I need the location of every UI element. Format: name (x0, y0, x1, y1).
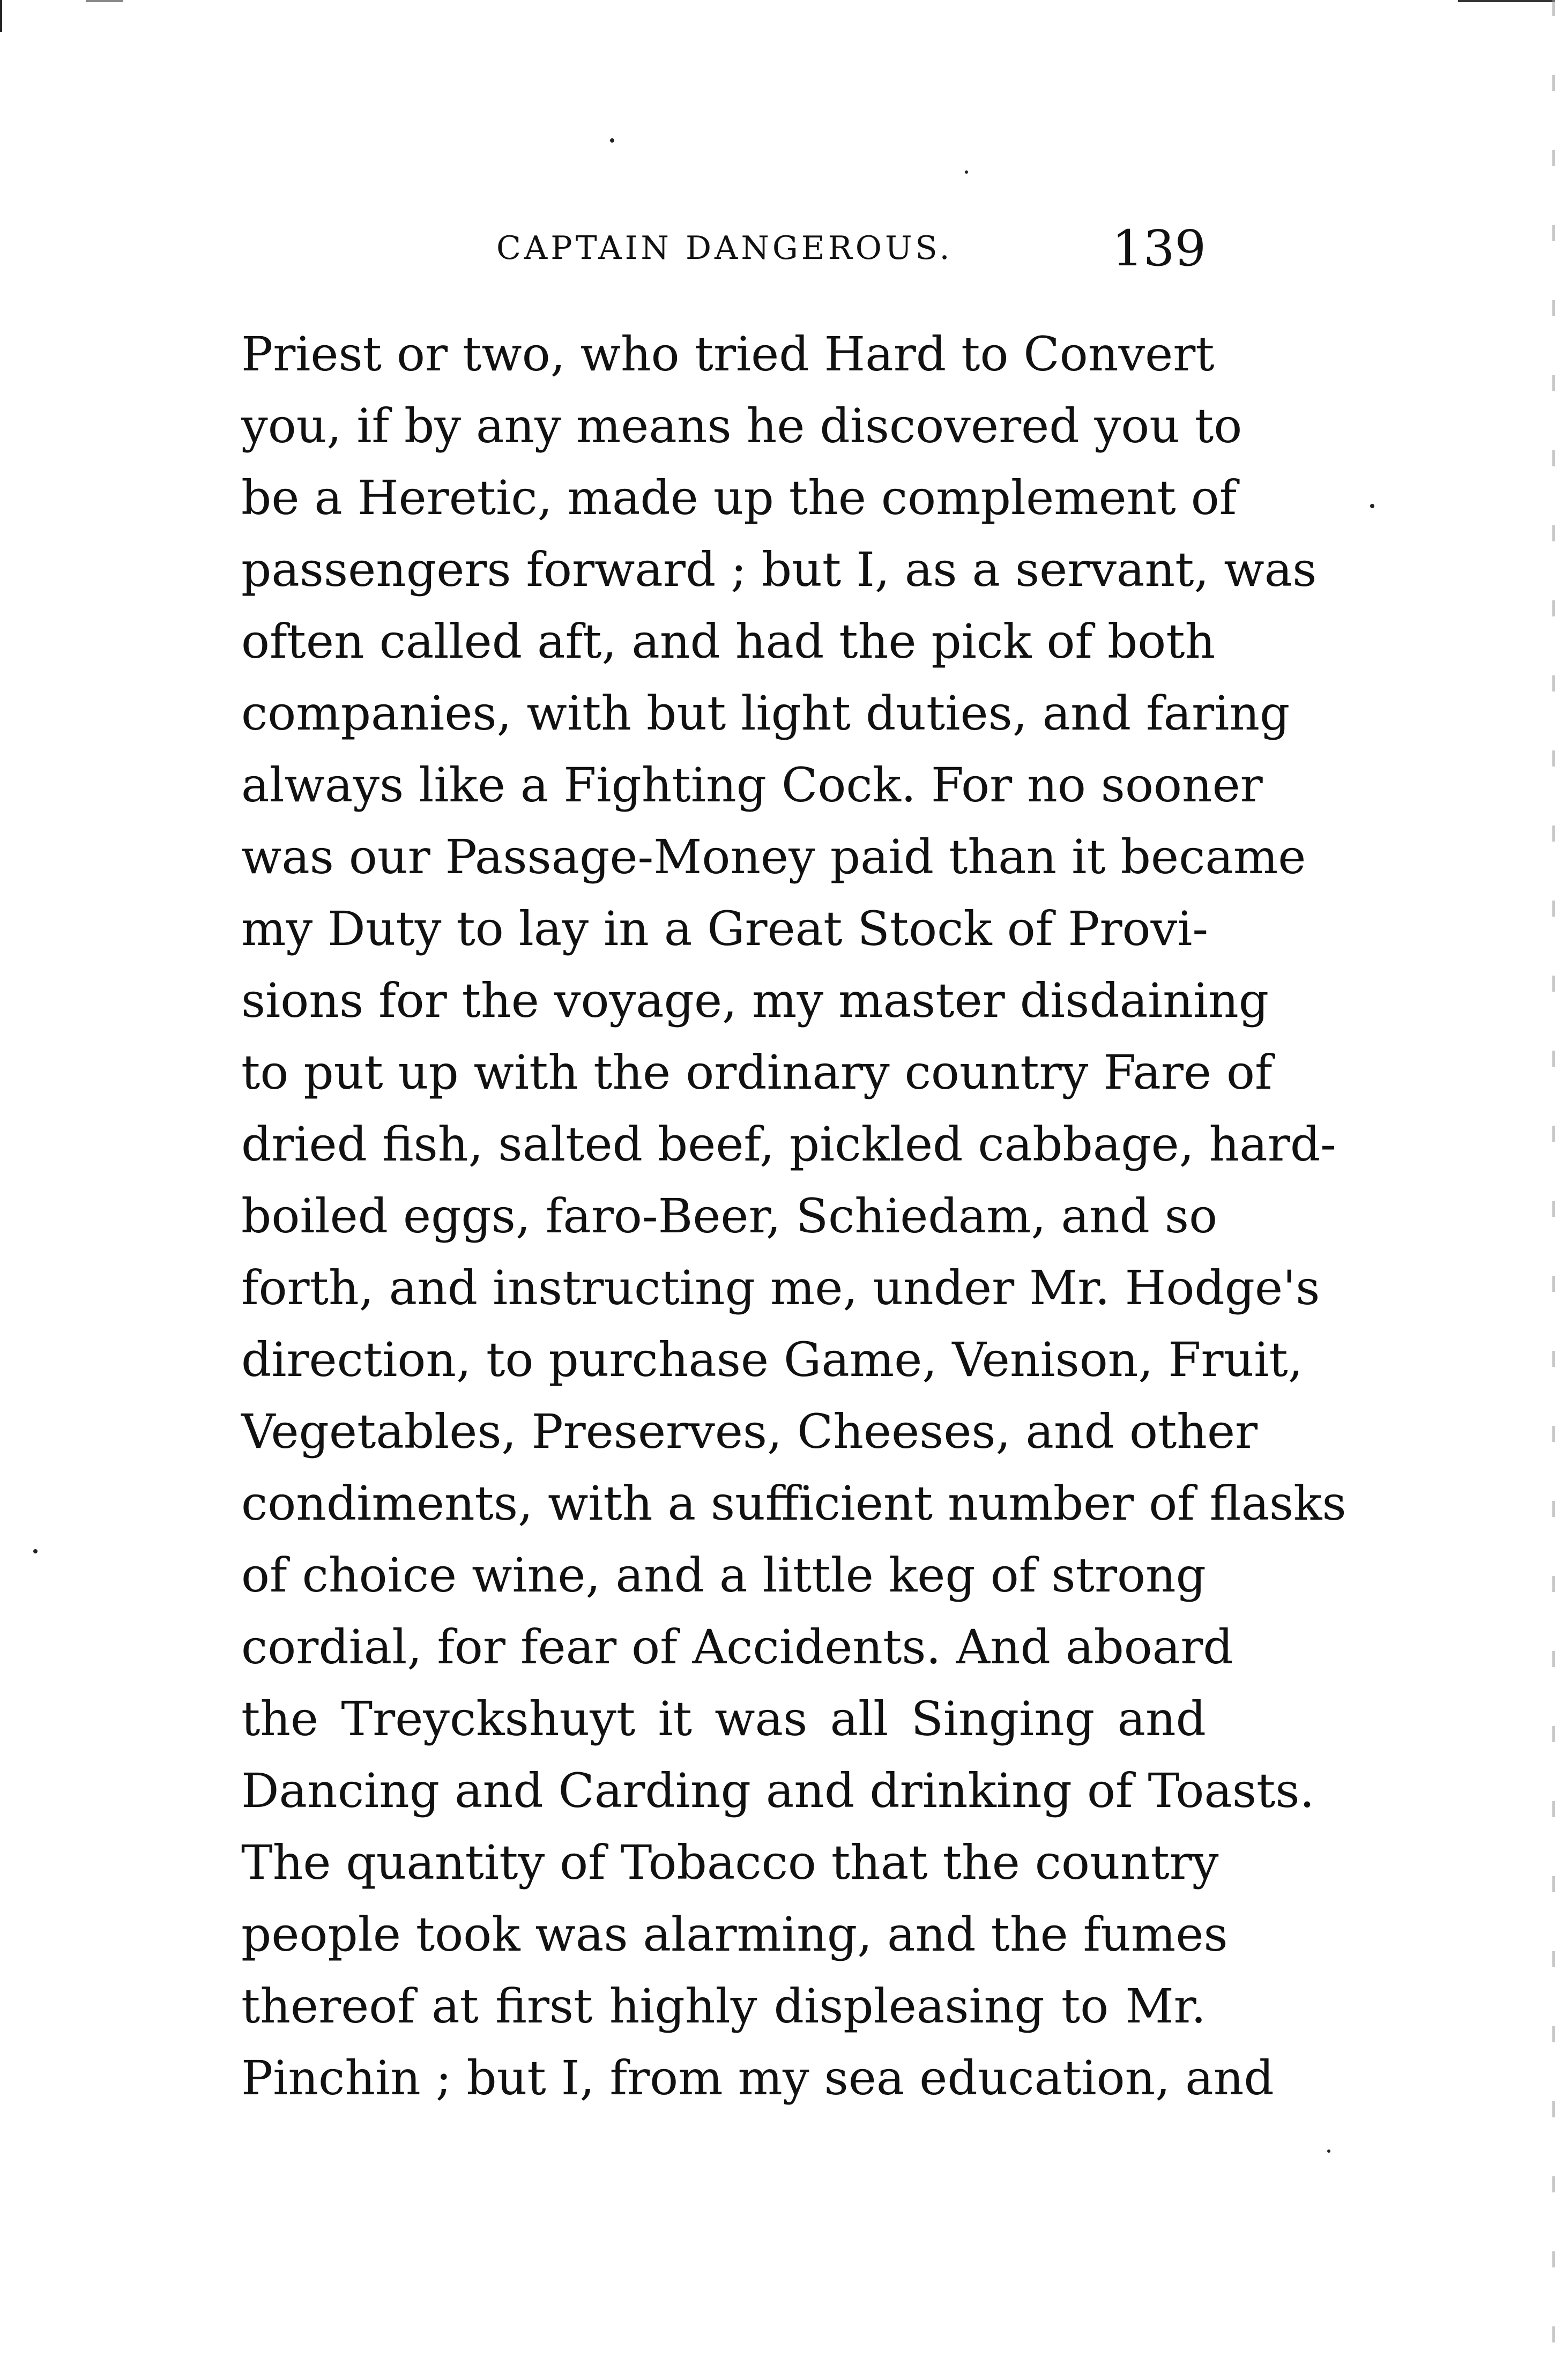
text-line: often called aft, and had the pick of both (241, 614, 1216, 669)
ink-speck (1370, 504, 1374, 508)
text-line: companies, with but light duties, and faring (241, 686, 1290, 741)
ink-speck (965, 170, 968, 174)
scan-edge-right (1552, 0, 1555, 2380)
text-line: the Treyckshuyt it was all Singing and (241, 1691, 1206, 1746)
text-line: Dancing and Carding and drinking of Toasts. (241, 1763, 1315, 1818)
scan-edge-top (0, 0, 1555, 2)
ink-speck (1327, 2150, 1330, 2153)
text-line: Pinchin ; but I, from my sea education, and (241, 2050, 1274, 2106)
text-line: forth, and instructing me, under Mr. Hodge's (241, 1260, 1320, 1315)
text-line: be a Heretic, made up the complement of (241, 470, 1237, 525)
text-line: cordial, for fear of Accidents. And aboard (241, 1619, 1233, 1675)
text-line: sions for the voyage, my master disdaining (241, 973, 1269, 1028)
text-line: was our Passage-Money paid than it became (241, 829, 1306, 884)
text-line: boiled eggs, faro-Beer, Schiedam, and so (241, 1188, 1218, 1244)
text-line: my Duty to lay in a Great Stock of Provi- (241, 901, 1209, 956)
text-line: direction, to purchase Game, Venison, Fruit, (241, 1332, 1303, 1387)
text-line: of choice wine, and a little keg of strong (241, 1548, 1206, 1603)
text-line: always like a Fighting Cock. For no sooner (241, 757, 1263, 813)
scan-edge-left (0, 0, 2, 32)
text-line: passengers forward ; but I, as a servant, was (241, 542, 1317, 597)
text-line: Vegetables, Preserves, Cheeses, and other (241, 1404, 1258, 1459)
ink-speck (610, 138, 614, 143)
text-line: people took was alarming, and the fumes (241, 1907, 1228, 1962)
text-line: The quantity of Tobacco that the country (241, 1835, 1219, 1890)
text-line: dried fish, salted beef, pickled cabbage, hard- (241, 1117, 1336, 1172)
running-head (241, 220, 1206, 279)
text-line: you, if by any means he discovered you to (241, 398, 1242, 453)
page-number: 139 (1112, 220, 1206, 277)
ink-speck (33, 1549, 38, 1553)
running-title: CAPTAIN DANGEROUS. (496, 229, 953, 267)
text-line: Priest or two, who tried Hard to Convert (241, 326, 1215, 382)
text-line: condiments, with a sufficient number of flasks (241, 1476, 1346, 1531)
body-text (241, 318, 1346, 2114)
text-line: thereof at first highly displeasing to Mr. (241, 1979, 1206, 2034)
text-line: to put up with the ordinary country Fare of (241, 1045, 1273, 1100)
